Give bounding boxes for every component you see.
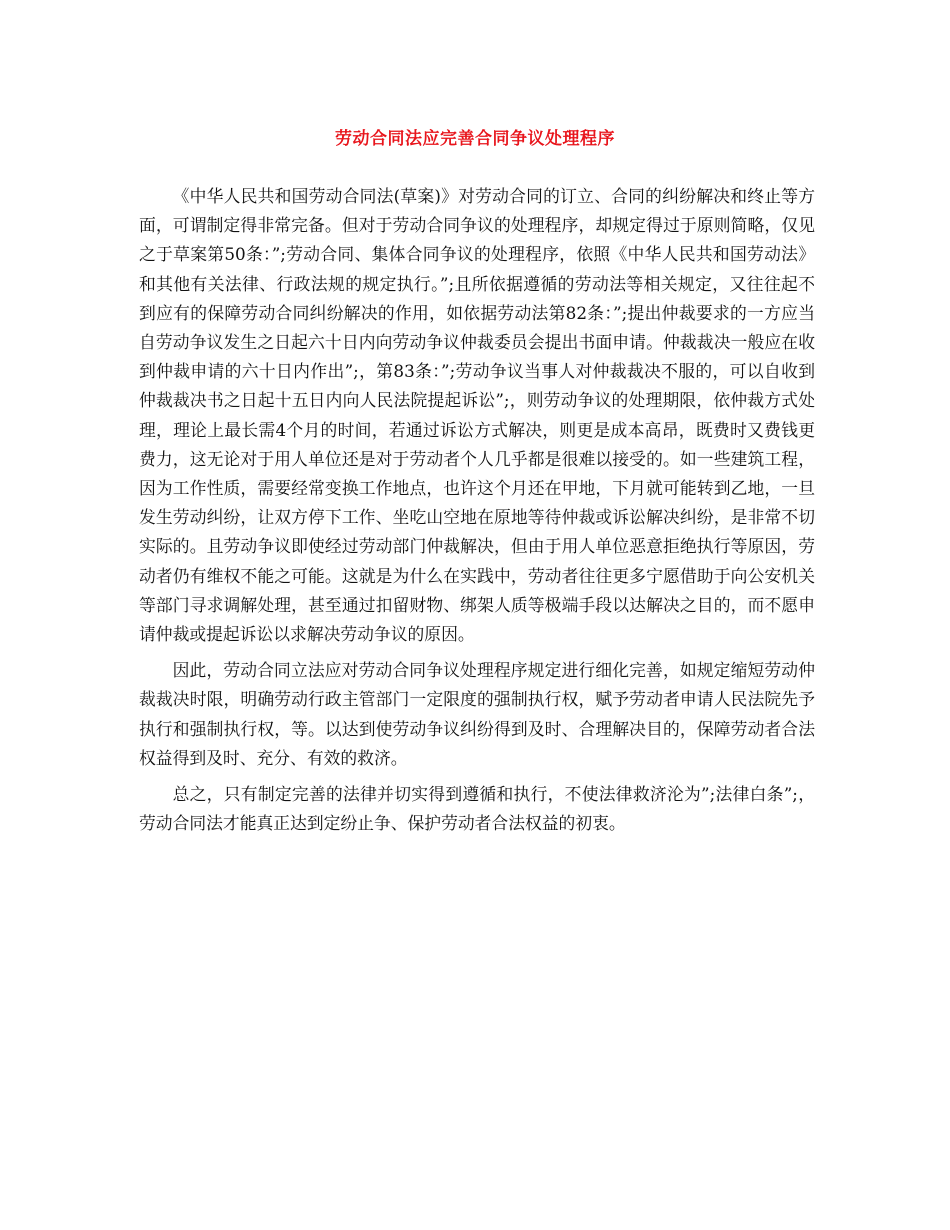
paragraph-1: 《中华人民共和国劳动合同法(草案)》对劳动合同的订立、合同的纠纷解决和终止等方面，可谓制定得非常完备。但对于劳动合同争议的处理程序，却规定得过于原则简略，仅见之于草案第50条：”;劳动合同、集体合同争议的处理程序，依照《中华人民共和国劳动法》和其他有关法律、行政法规的规定执行。”;且所依据遵循的劳动法等相关规定，又往往起不到应有的保障劳动合同纠纷解决的作用，如依据劳动法第82条：”;提出仲裁要求的一方应当自劳动争议发生之日起六十日内向劳动争议仲裁委员会提出书面申请。仲裁裁决一般应在收到仲裁申请的六十日内作出”;，第83条：”;劳动争议当事人对仲裁裁决不服的，可以自收到仲裁裁决书之日起十五日内向人民法院提起诉讼”;，则劳动争议的处理期限，依仲裁方式处理，理论上最长需4个月的时间，若通过诉讼方式解决，则更是成本高昂，既费时又费钱更费力，这无论对于用人单位还是对于劳动者个人几乎都是很难以接受的。如一些建筑工程，因为工作性质，需要经常变换工作地点，也许这个月还在甲地，下月就可能转到乙地，一旦发生劳动纠纷，让双方停下工作、坐吃山空地在原地等待仲裁或诉讼解决纠纷，是非常不切实际的。且劳动争议即使经过劳动部门仲裁解决，但由于用人单位恶意拒绝执行等原因，劳动者仍有维权不能之可能。这就是为什么在实践中，劳动者往往更多宁愿借助于向公安机关等部门寻求调解处理，甚至通过扣留财物、绑架人质等极端手段以达解决之目的，而不愿申请仲裁或提起诉讼以求解决劳动争议的原因。 bbox=[139, 186, 815, 645]
document-body bbox=[139, 182, 815, 845]
paragraph-3: 总之，只有制定完善的法律并切实得到遵循和执行，不使法律救济沦为”;法律白条”;，劳动合同法才能真正达到定纷止争、保护劳动者合法权益的初衷。 bbox=[139, 784, 815, 834]
paragraph-2: 因此，劳动合同立法应对劳动合同争议处理程序规定进行细化完善，如规定缩短劳动仲裁裁决时限，明确劳动行政主管部门一定限度的强制执行权，赋予劳动者申请人民法院先予执行和强制执行权，等。以达到使劳动争议纠纷得到及时、合理解决目的，保障劳动者合法权益得到及时、充分、有效的救济。 bbox=[139, 660, 815, 768]
document-title: 劳动合同法应完善合同争议处理程序 bbox=[335, 129, 615, 149]
